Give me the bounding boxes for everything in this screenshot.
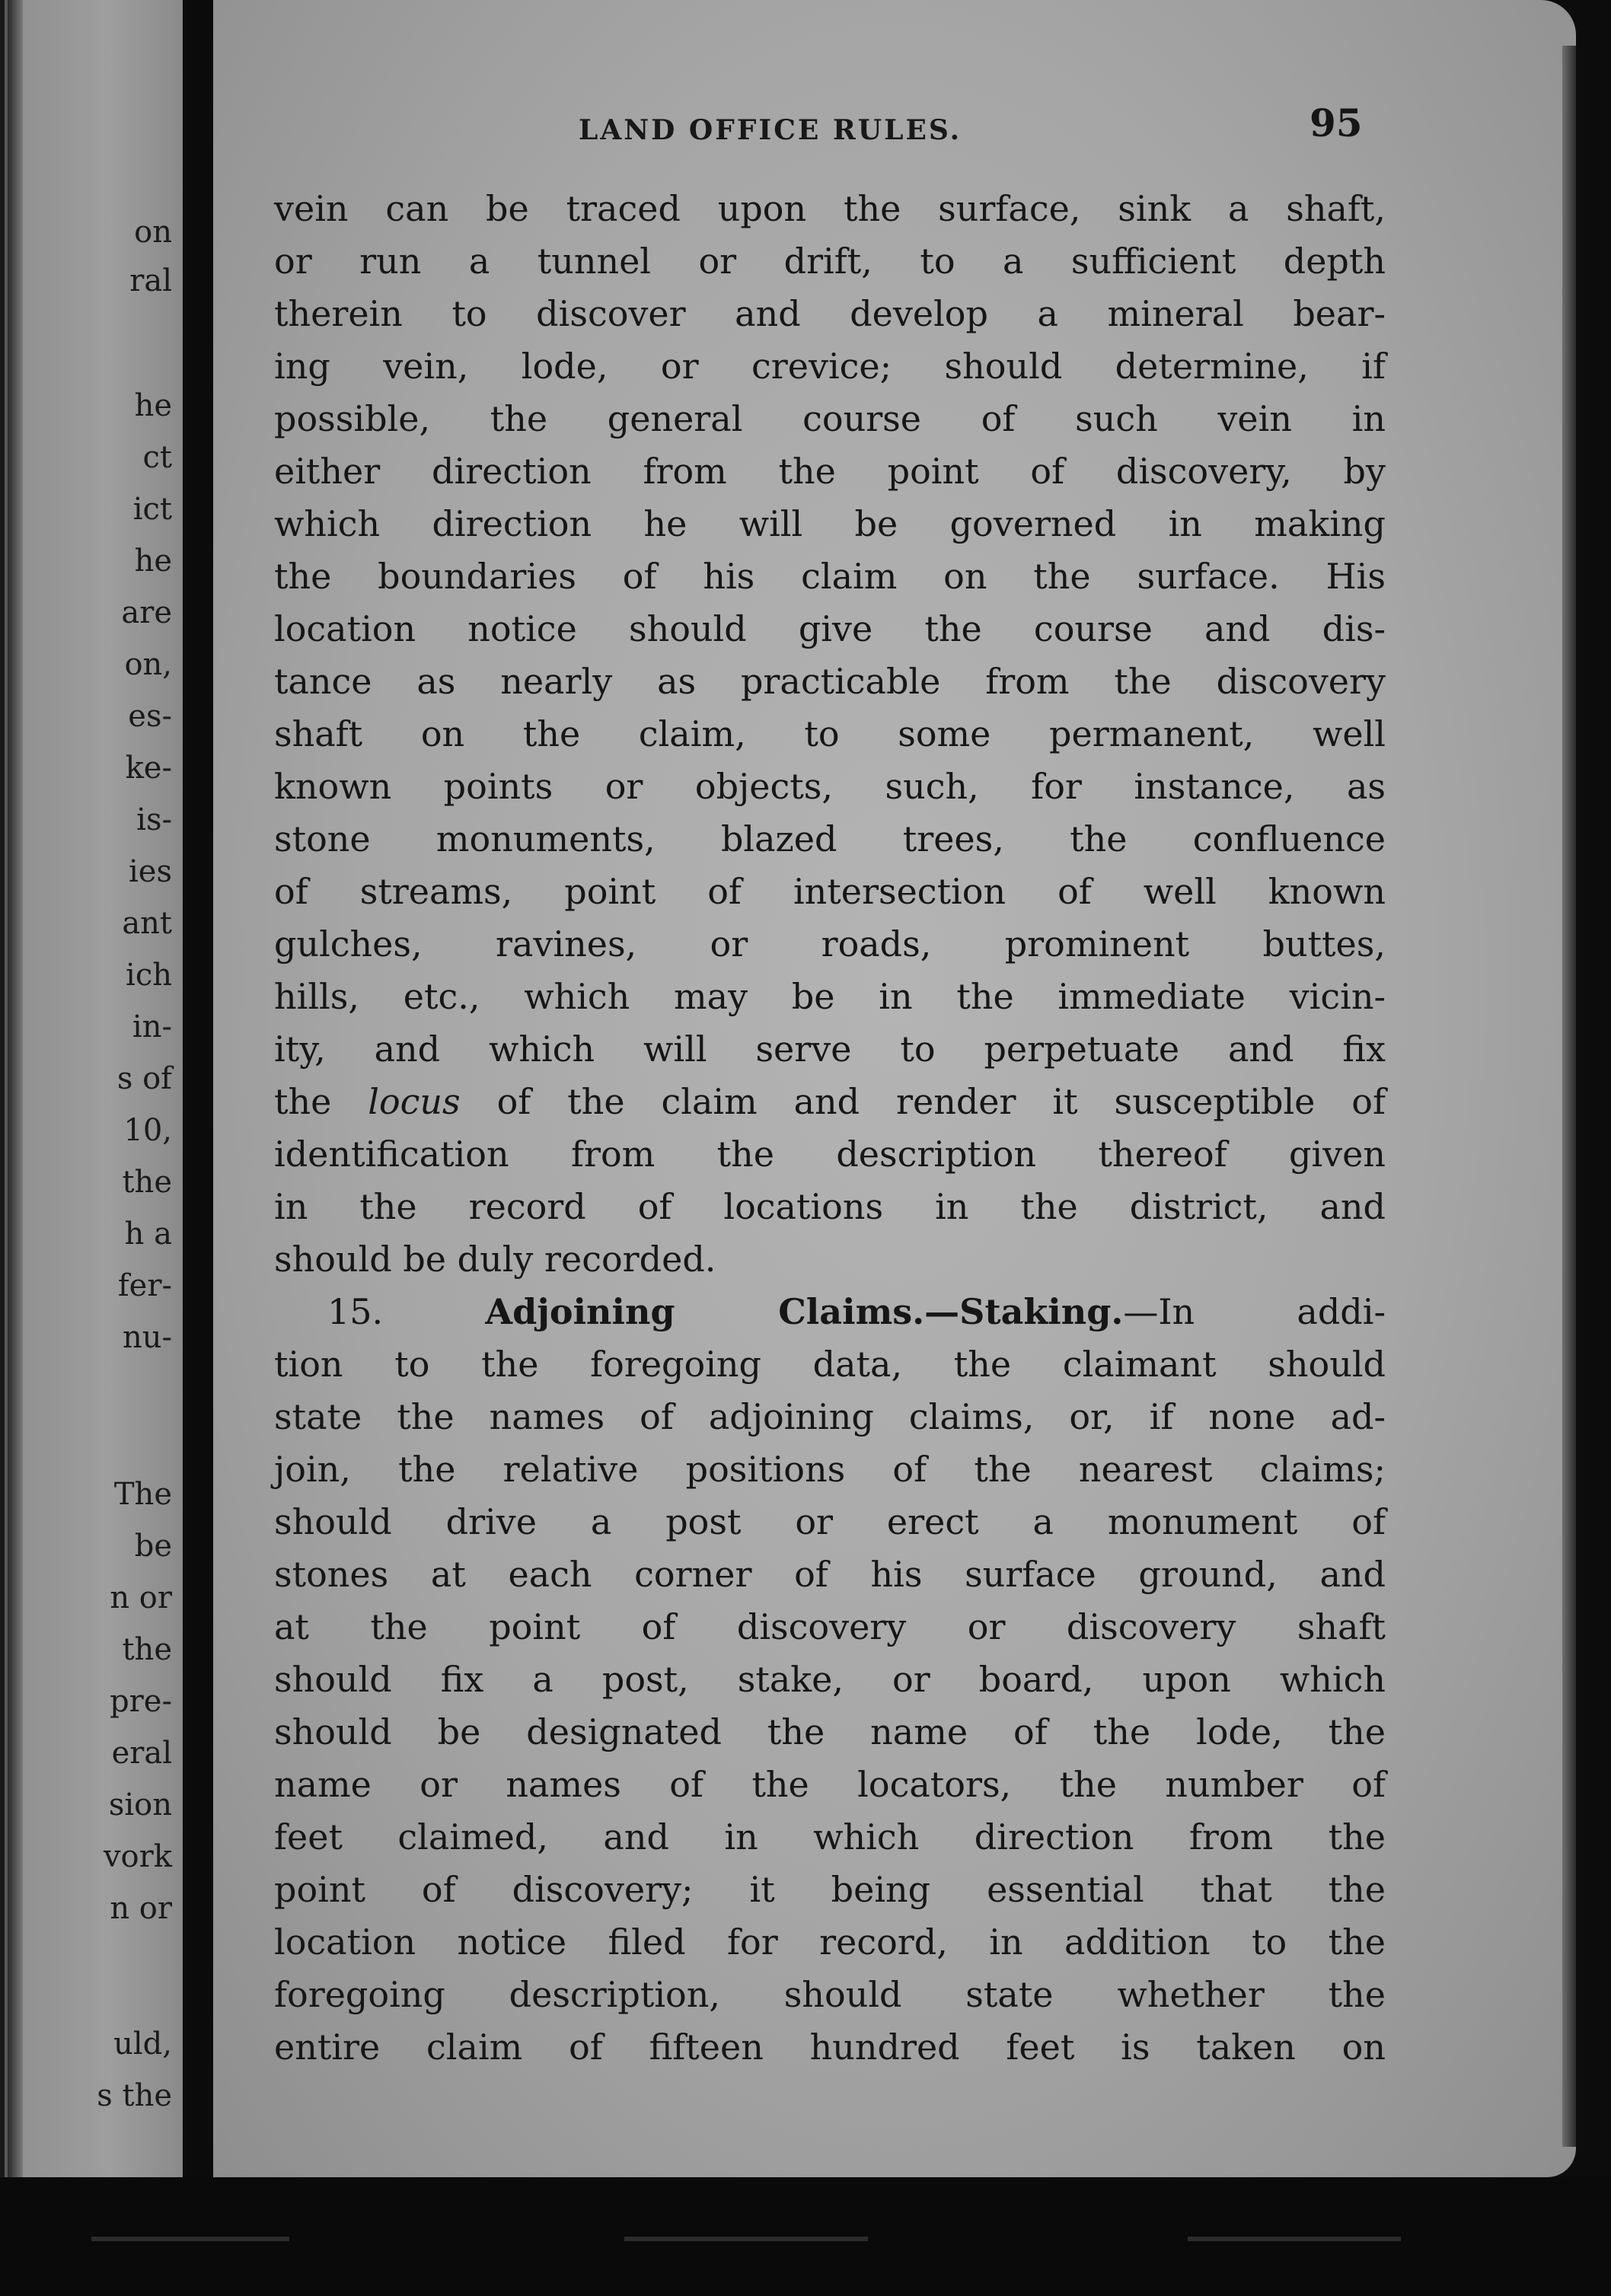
text-fragment: the	[274, 1081, 332, 1122]
text-line: should be designated the name of the lode, the	[274, 1711, 1386, 1752]
film-edge-mark	[91, 2237, 289, 2241]
text-line: should drive a post or erect a monument of	[274, 1501, 1386, 1542]
prev-page-fragment-line: h a	[124, 1217, 172, 1252]
prev-page-fragment-line: The	[113, 1477, 172, 1512]
text-line: known points or objects, such, for instance, as	[274, 766, 1386, 807]
prev-page-fragment-line: the	[122, 1165, 172, 1200]
prev-page-fragment-line: n or	[110, 1891, 172, 1926]
film-edge-mark	[624, 2237, 868, 2241]
text-line: entire claim of fifteen hundred feet is taken on	[274, 2027, 1386, 2068]
italic-term: locus	[368, 1081, 461, 1122]
text-line: hills, etc., which may be in the immediate vicin-	[274, 976, 1386, 1017]
text-line: stones at each corner of his surface ground, and	[274, 1554, 1386, 1595]
prev-page-fragment-line: on	[134, 215, 172, 250]
prev-page-fragment-line: pre-	[110, 1684, 172, 1719]
prev-page-fragment-line: uld,	[113, 2027, 172, 2062]
prev-page-fragment-line: he	[134, 544, 172, 579]
text-line: stone monuments, blazed trees, the confluence	[274, 818, 1386, 859]
text-line: possible, the general course of such vein in	[274, 398, 1386, 439]
prev-page-fragment-line: es-	[128, 699, 172, 734]
prev-page-fragment-line: sion	[108, 1787, 172, 1822]
text-line: or run a tunnel or drift, to a sufficient depth	[274, 241, 1386, 282]
prev-page-fragment-line: ies	[129, 854, 172, 889]
running-head: LAND OFFICE RULES.	[579, 114, 962, 146]
text-line: of streams, point of intersection of well known	[274, 871, 1386, 912]
prev-page-fragment-line: vork	[103, 1839, 172, 1874]
text-line: ing vein, lode, or crevice; should determine, if	[274, 346, 1386, 387]
prev-page-fragment-line: in-	[132, 1009, 172, 1044]
book-page	[213, 0, 1576, 2177]
previous-page-fragment	[0, 0, 183, 2177]
text-line: feet claimed, and in which direction from the	[274, 1816, 1386, 1858]
text-line: point of discovery; it being essential that the	[274, 1869, 1386, 1910]
prev-page-fragment-line: are	[121, 595, 172, 630]
text-line-with-italic	[274, 1080, 1386, 1123]
prev-page-fragment-line: s of	[116, 1061, 172, 1096]
text-line: shaft on the claim, to some permanent, well	[274, 713, 1386, 754]
text-fragment: —In addi-	[1123, 1291, 1386, 1332]
text-line: tance as nearly as practicable from the discovery	[274, 661, 1386, 702]
text-line: ity, and which will serve to perpetuate and fix	[274, 1028, 1386, 1070]
text-line: foregoing description, should state whether the	[274, 1974, 1386, 2015]
page-number: 95	[1310, 100, 1363, 145]
text-line: at the point of discovery or discovery shaft	[274, 1606, 1386, 1647]
prev-page-fragment-line: on,	[124, 647, 172, 682]
prev-page-fragment-line: he	[134, 388, 172, 423]
page-edge-shadow	[1562, 46, 1576, 2147]
text-line: gulches, ravines, or roads, prominent buttes,	[274, 923, 1386, 965]
film-edge-mark	[1188, 2237, 1401, 2241]
text-line: state the names of adjoining claims, or, if none ad-	[274, 1396, 1386, 1437]
book-binding-edge	[0, 0, 23, 2177]
prev-page-fragment-line: ke-	[125, 751, 172, 786]
prev-page-fragment-line: be	[134, 1529, 172, 1564]
prev-page-fragment-line: fer-	[117, 1268, 172, 1303]
book-gutter	[183, 0, 213, 2296]
prev-page-fragment-line: ich	[126, 958, 172, 993]
text-line: tion to the foregoing data, the claimant should	[274, 1344, 1386, 1385]
text-line: the boundaries of his claim on the surface. His	[274, 556, 1386, 597]
prev-page-fragment-line: 10,	[123, 1113, 172, 1148]
prev-page-fragment-line: ant	[122, 906, 172, 941]
prev-page-fragment-line: ral	[129, 263, 172, 298]
prev-page-fragment-line: the	[122, 1632, 172, 1667]
text-line: join, the relative positions of the nearest claims;	[274, 1449, 1386, 1490]
prev-page-fragment-line: n or	[110, 1580, 172, 1615]
section-title: Adjoining Claims.—Staking.	[485, 1291, 1124, 1332]
text-line: identification from the description thereof given	[274, 1134, 1386, 1175]
prev-page-fragment-line: ct	[142, 440, 172, 475]
text-line: therein to discover and develop a mineral bear-	[274, 293, 1386, 334]
text-line: name or names of the locators, the number of	[274, 1764, 1386, 1805]
text-fragment: of the claim and render it susceptible of	[496, 1081, 1386, 1122]
prev-page-fragment-line: nu-	[122, 1320, 172, 1355]
prev-page-fragment-line: eral	[111, 1736, 172, 1771]
text-line: which direction he will be governed in making	[274, 503, 1386, 544]
text-line: location notice filed for record, in addition to the	[274, 1921, 1386, 1963]
text-line: either direction from the point of discovery, by	[274, 451, 1386, 492]
text-line: should be duly recorded.	[274, 1239, 716, 1280]
text-line: should fix a post, stake, or board, upon which	[274, 1659, 1386, 1700]
text-line: vein can be traced upon the surface, sink a shaft,	[274, 188, 1386, 229]
section-number: 15.	[327, 1291, 384, 1332]
text-line: in the record of locations in the district, and	[274, 1186, 1386, 1227]
section-heading-line	[274, 1290, 1386, 1333]
prev-page-fragment-line: ict	[132, 492, 172, 527]
text-line: location notice should give the course and dis-	[274, 608, 1386, 649]
prev-page-fragment-line: s the	[97, 2078, 172, 2113]
prev-page-fragment-line: is-	[136, 802, 172, 837]
